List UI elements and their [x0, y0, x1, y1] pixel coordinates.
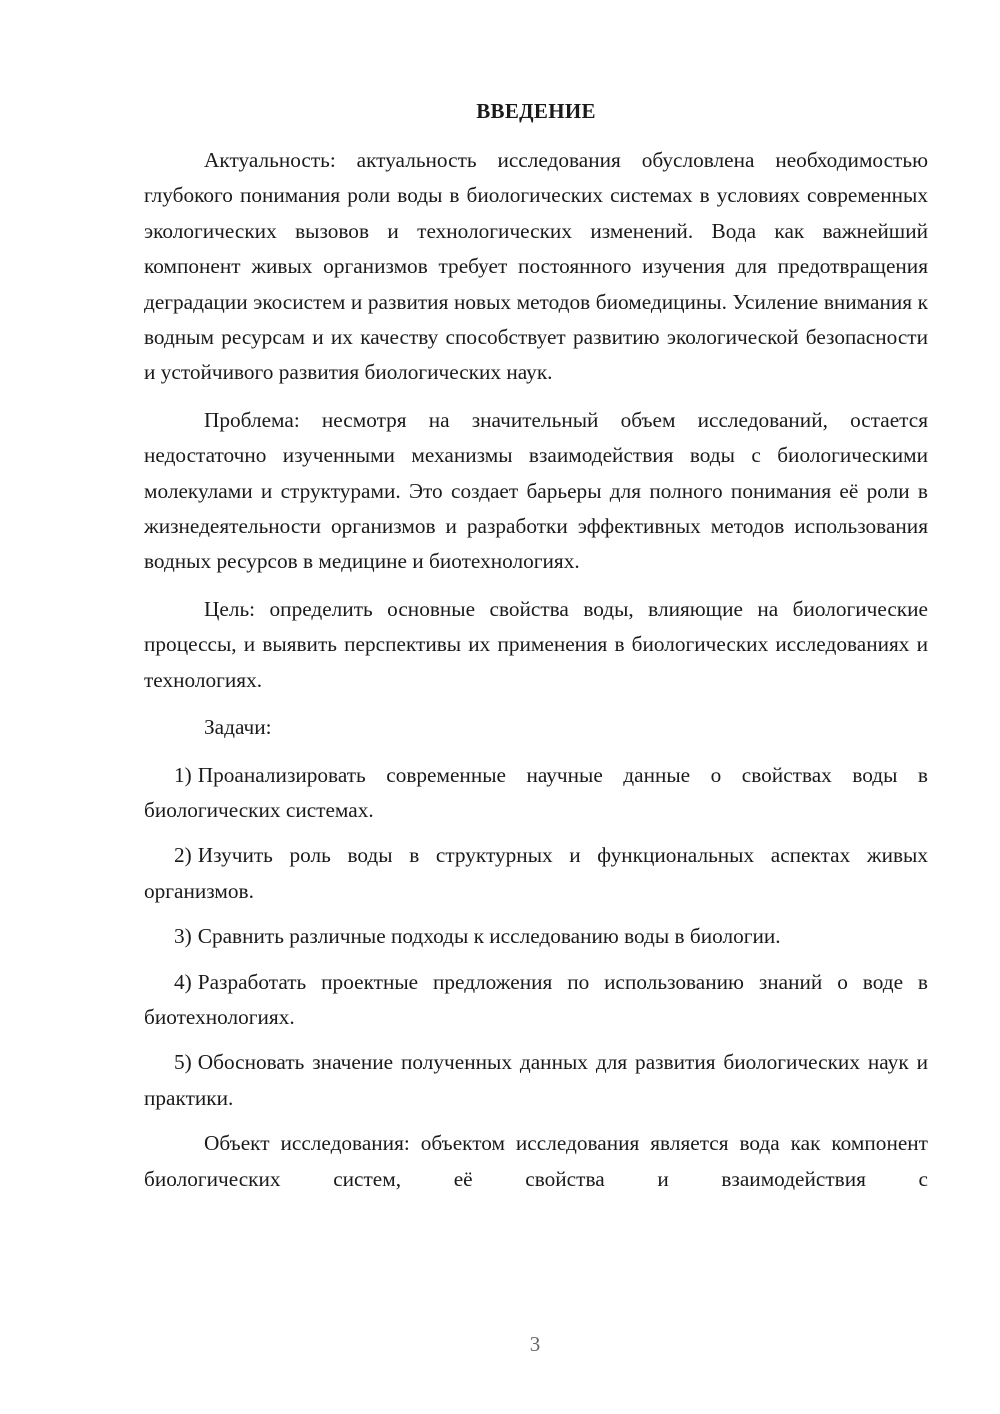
problem-paragraph: Проблема: несмотря на значительный объем исследований, остается недостаточно изученными механизмы взаимодействия воды с биологическими молекулами и структурами. Это создает барьеры для полного понимания её роли в жизнедеятельности организмов и разработки эффективных методов использования водных ресурсов в медицине и биотехнологиях. — [144, 407, 928, 574]
page-title: ВВЕДЕНИЕ — [476, 99, 596, 123]
task-number: 4) — [174, 969, 192, 994]
task-number: 3) — [174, 924, 192, 949]
task-text: Разработать проектные предложения по использованию знаний о воде в биотехнологиях. — [144, 969, 928, 1029]
relevance-paragraph: Актуальность: актуальность исследования обусловлена необходимостью глубокого понимания роли воды в биологических системах в условиях современных экологических вызовов и технологических изменений. Вода как важнейший компонент живых организмов требует постоянного изучения для предотвращения деградации экосистем и развития новых методов биомедицины. Усиление внимания к водным ресурсам и их качеству способствует развитию экологической безопасности и устойчивого развития биологических наук. — [144, 148, 928, 385]
object-paragraph: Объект исследования: объектом исследования является вода как компонент биологических систем, её свойства и взаимодействия с — [144, 1131, 928, 1191]
task-number: 2) — [174, 843, 192, 868]
page-number: 3 — [529, 1332, 541, 1356]
task-text: Проанализировать современные научные данные о свойствах воды в биологических системах. — [144, 762, 928, 822]
task-item — [144, 919, 928, 954]
task-text: Сравнить различные подходы к исследованию воды в биологии. — [197, 924, 781, 949]
task-number: 5) — [174, 1050, 192, 1075]
task-item — [144, 838, 928, 909]
goal-paragraph: Цель: определить основные свойства воды, влияющие на биологические процессы, и выявить перспективы их применения в биологических исследованиях и технологиях. — [144, 596, 928, 692]
tasks-title: Задачи: — [204, 715, 272, 740]
task-item — [144, 965, 928, 1036]
task-text: Изучить роль воды в структурных и функциональных аспектах живых организмов. — [144, 843, 928, 903]
task-number: 1) — [174, 762, 192, 787]
task-item — [144, 1045, 928, 1116]
page-content — [144, 94, 928, 1209]
task-item — [144, 758, 928, 829]
task-text: Обосновать значение полученных данных для развития биологических наук и практики. — [144, 1050, 928, 1110]
